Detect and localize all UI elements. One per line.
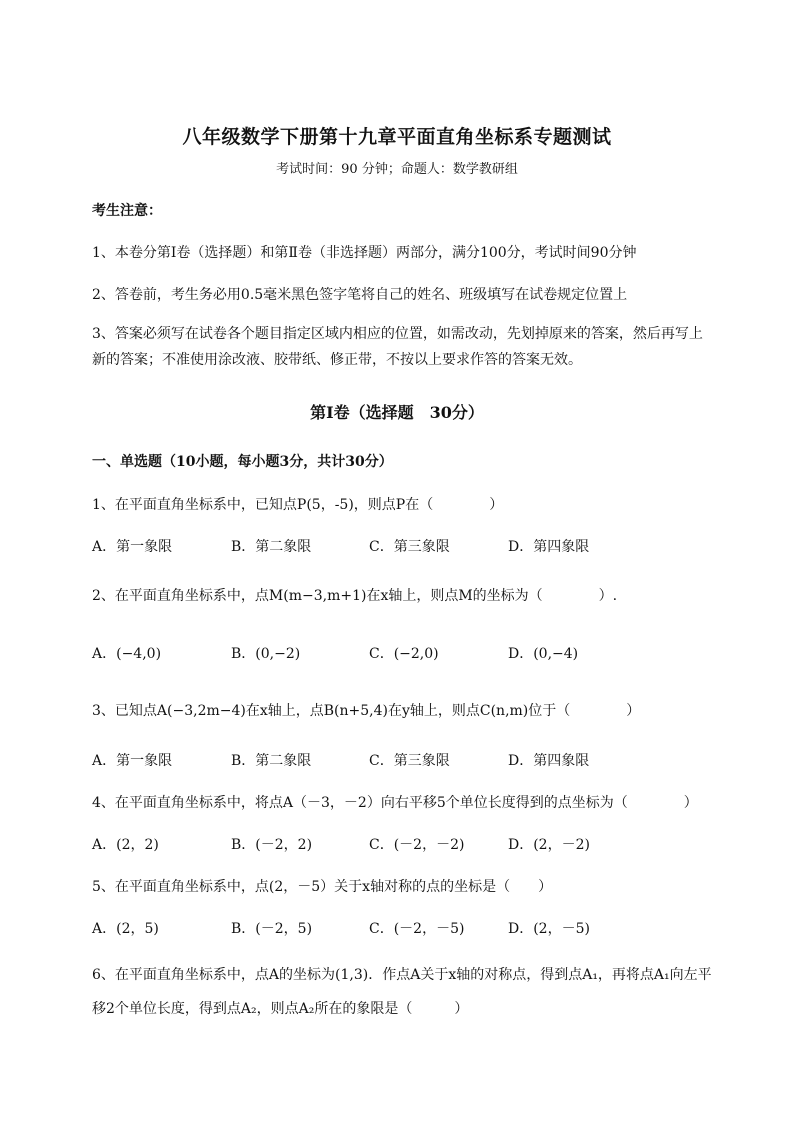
section-title: 一、单选题（10小题，每小题3分，共计30分）: [92, 454, 393, 470]
exam-subtitle: 考试时间：90 分钟；命题人：数学教研组: [276, 162, 518, 177]
question-5-option-a: A．(2，5): [92, 921, 159, 937]
question-4-option-b: B．(－2，2): [231, 837, 313, 853]
exam-title: 八年级数学下册第十九章平面直角坐标系专题测试: [182, 126, 612, 148]
note-item-3: 3、答案必须写在试卷各个题目指定区域内相应的位置，如需改动，先划掉原来的答案，然后再写上新的答案；不准使用涂改液、胶带纸、修正带，不按以上要求作答的答案无效。: [92, 326, 703, 368]
question-1-option-c: C．第三象限: [369, 539, 450, 555]
question-2-option-c: C．(−2,0): [369, 646, 439, 662]
question-6-stem: 6、在平面直角坐标系中，点A的坐标为(1,3)．作点A关于x轴的对称点，得到点A₁，再将点A₁向左平移2个单位长度，得到点A₂，则点A₂所在的象限是（ ）: [92, 967, 712, 1017]
question-1-option-d: D．第四象限: [508, 539, 590, 555]
question-3-option-b: B．第二象限: [231, 753, 312, 769]
question-2-option-b: B．(0,−2): [231, 646, 301, 662]
notes-heading: 考生注意：: [92, 203, 162, 219]
question-4-option-d: D．(2，－2): [508, 837, 590, 853]
question-3-option-a: A．第一象限: [92, 753, 173, 769]
question-4-stem: 4、在平面直角坐标系中，将点A（－3，－2）向右平移5个单位长度得到的点坐标为（ ）: [92, 795, 698, 811]
question-3-option-c: C．第三象限: [369, 753, 450, 769]
question-4-option-c: C．(－2，－2): [369, 837, 465, 853]
question-2-option-d: D．(0,−4): [508, 646, 579, 662]
question-2-option-a: A．(−4,0): [92, 646, 162, 662]
question-5-stem: 5、在平面直角坐标系中，点(2，－5）关于x轴对称的点的坐标是（ ）: [92, 879, 553, 895]
question-1-option-a: A．第一象限: [92, 539, 173, 555]
question-5-option-b: B．(－2，5): [231, 921, 313, 937]
question-1-stem: 1、在平面直角坐标系中，已知点P(5，-5)，则点P在（ ）: [92, 497, 504, 513]
question-3-stem: 3、已知点A(−3,2m−4)在x轴上，点B(n+5,4)在y轴上，则点C(n,m)位于（ ）: [92, 703, 641, 719]
part-title: 第Ⅰ卷（选择题 30分）: [310, 403, 484, 422]
question-3-option-d: D．第四象限: [508, 753, 590, 769]
question-1-option-b: B．第二象限: [231, 539, 312, 555]
question-5-option-c: C．(－2，－5): [369, 921, 465, 937]
note-item-1: 1、本卷分第Ⅰ卷（选择题）和第Ⅱ卷（非选择题）两部分，满分100分，考试时间90分钟: [92, 245, 637, 261]
question-2-stem: 2、在平面直角坐标系中，点M(m−3,m+1)在x轴上，则点M的坐标为（ ）.: [92, 588, 618, 604]
question-5-option-d: D．(2，－5): [508, 921, 590, 937]
question-4-option-a: A．(2，2): [92, 837, 159, 853]
note-item-2: 2、答卷前，考生务必用0.5毫米黑色签字笔将自己的姓名、班级填写在试卷规定位置上: [92, 287, 628, 303]
